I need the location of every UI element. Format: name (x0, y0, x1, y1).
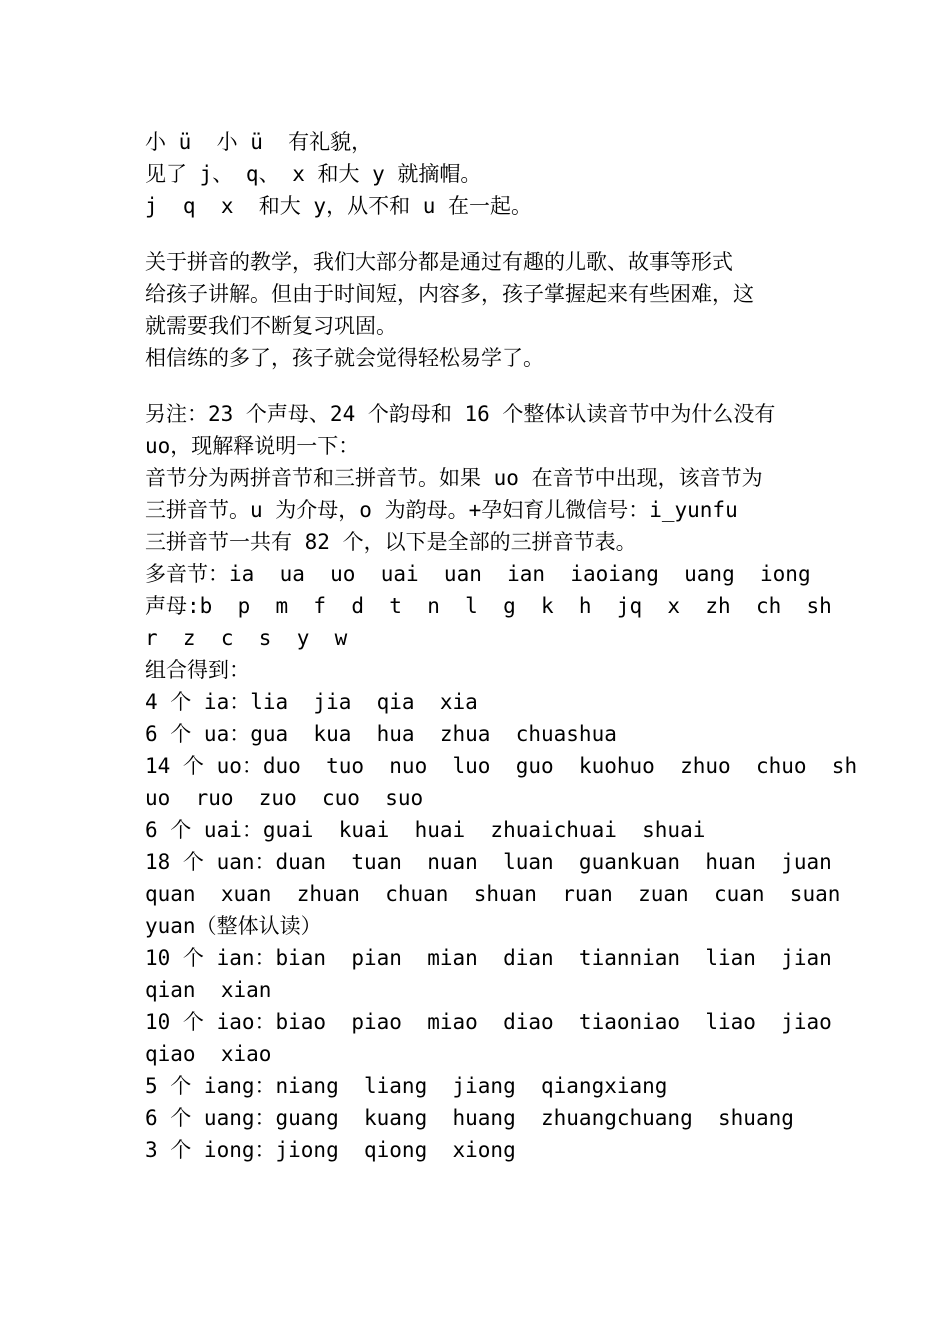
combination-uang: 6 个 uang：guang kuang huang zhuangchuang shuang (145, 1106, 794, 1130)
document-body (145, 126, 858, 1166)
combination-uo: 14 个 uo：duo tuo nuo luo guo kuohuo zhuo chuo sh (145, 754, 858, 778)
combination-iao-continued: qiao xiao (145, 1042, 272, 1066)
intro-line: 相信练的多了，孩子就会觉得轻松易学了。 (145, 346, 544, 370)
note-line: 另注：23 个声母、24 个韵母和 16 个整体认读音节中为什么没有 (145, 402, 776, 426)
verse-section (145, 126, 813, 222)
combination-ia: 4 个 ia：lia jia qia xia (145, 690, 478, 714)
combination-iong: 3 个 iong：jiong qiong xiong (145, 1138, 516, 1162)
initials-line-continued: r z c s y w (145, 626, 348, 650)
intro-line: 关于拼音的教学，我们大部分都是通过有趣的儿歌、故事等形式 (145, 250, 733, 274)
intro-section (145, 246, 813, 374)
intro-line: 给孩子讲解。但由于时间短，内容多，孩子掌握起来有些困难，这 (145, 282, 754, 306)
intro-line: 就需要我们不断复习巩固。 (145, 314, 397, 338)
combination-iang: 5 个 iang：niang liang jiang qiangxiang (145, 1074, 668, 1098)
note-line: uo，现解释说明一下： (145, 434, 360, 458)
verse-line: 见了 j、 q、 x 和大 y 就摘帽。 (145, 162, 482, 186)
verse-line: 小 ü 小 ü 有礼貌， (145, 130, 373, 154)
combination-uan-continued: quan xuan zhuan chuan shuan ruan zuan cuan suan (145, 882, 841, 906)
paragraph-gap (145, 222, 813, 246)
combination-uan-continued: yuan（整体认读） (145, 914, 322, 938)
combination-uai: 6 个 uai：guai kuai huai zhuaichuai shuai (145, 818, 706, 842)
paragraph-gap (145, 374, 813, 398)
syllable-finals-line: 多音节：ia ua uo uai uan ian iaoiang uang iong (145, 562, 811, 586)
note-line: 三拼音节一共有 82 个，以下是全部的三拼音节表。 (145, 530, 637, 554)
combination-uo-continued: uo ruo zuo cuo suo (145, 786, 424, 810)
combination-ian: 10 个 ian：bian pian mian dian tiannian lian jian (145, 946, 832, 970)
combination-ian-continued: qian xian (145, 978, 272, 1002)
combination-heading: 组合得到： (145, 658, 250, 682)
combination-uan: 18 个 uan：duan tuan nuan luan guankuan huan juan (145, 850, 832, 874)
verse-line: j q x 和大 y，从不和 u 在一起。 (145, 194, 533, 218)
combination-ua: 6 个 ua：gua kua hua zhua chuashua (145, 722, 617, 746)
initials-line: 声母:b p m f d t n l g k h jq x zh ch sh (145, 594, 832, 618)
note-line: 三拼音节。u 为介母，o 为韵母。+孕妇育儿微信号：i_yunfu (145, 498, 738, 522)
combination-iao: 10 个 iao：biao piao miao diao tiaoniao liao jiao (145, 1010, 832, 1034)
note-section (145, 398, 858, 1166)
note-line: 音节分为两拼音节和三拼音节。如果 uo 在音节中出现，该音节为 (145, 466, 763, 490)
